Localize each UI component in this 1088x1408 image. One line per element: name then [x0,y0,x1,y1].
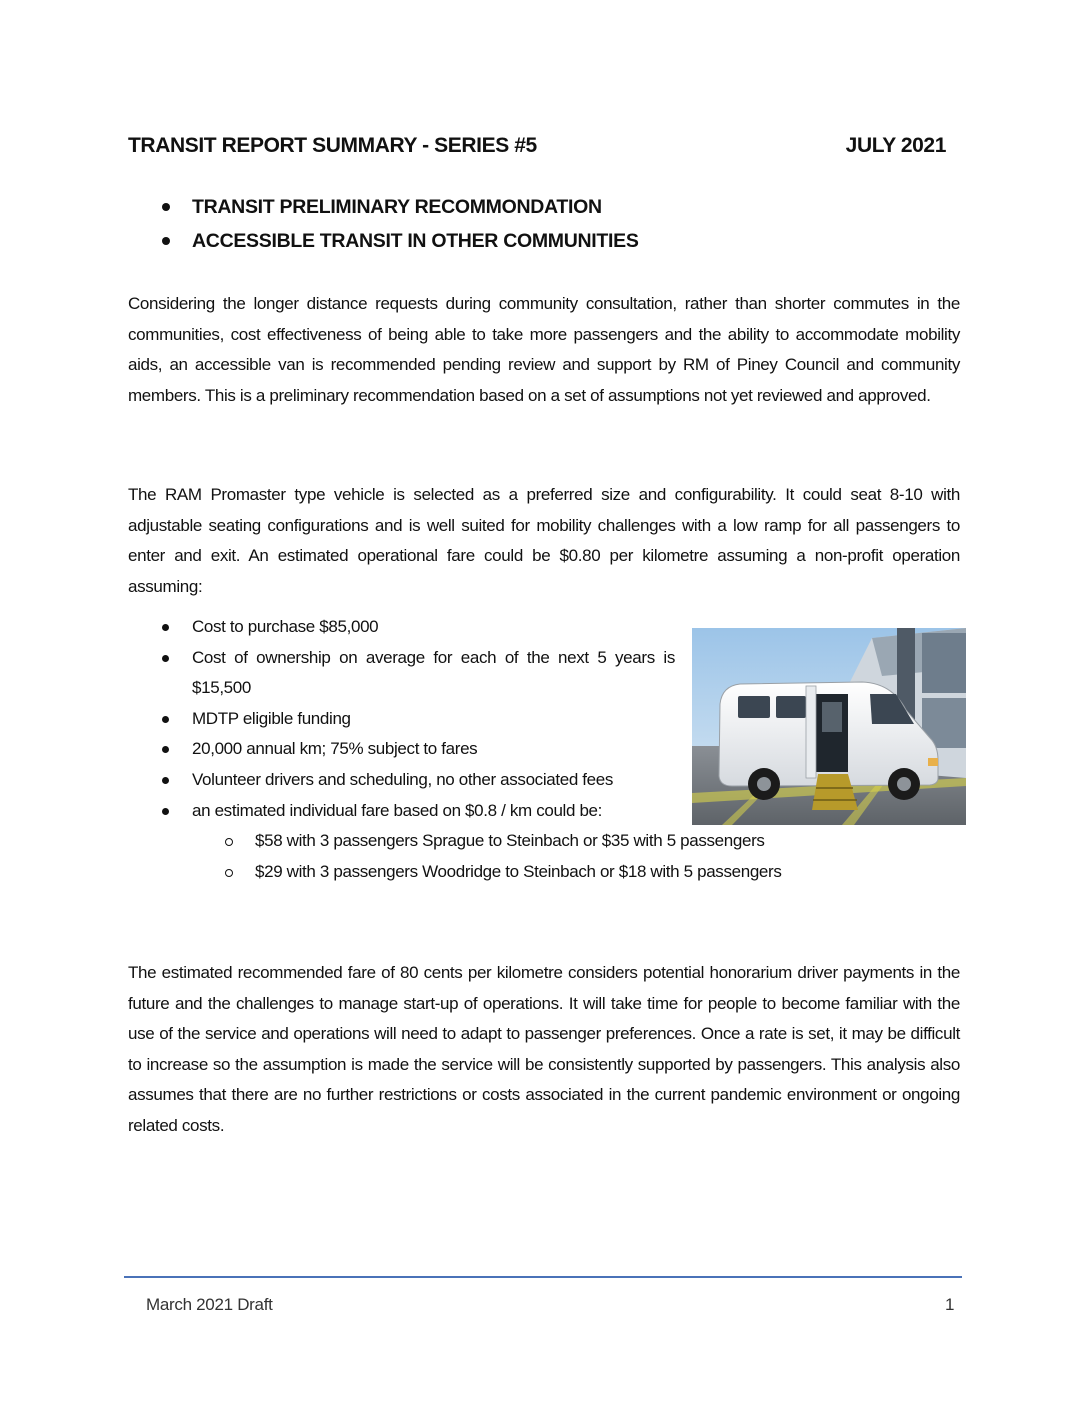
assumption-item: Volunteer drivers and scheduling, no other associated fees [160,765,675,796]
page-number: 1 [945,1295,955,1314]
assumption-item: Cost of ownership on average for each of the next 5 years is $15,500 [160,643,675,704]
assumption-item: Cost to purchase $85,000 [160,612,680,643]
assumption-item: MDTP eligible funding [160,704,680,735]
vehicle-paragraph: The RAM Promaster type vehicle is selected as a preferred size and configurability. It could seat 8-10 with adjustable seating configurations and is well suited for mobility challenges with a low ramp for all passengers to enter and exit. An estimated operational fare could be $0.80 per kilometre assuming a non-profit operation assuming: [128,485,960,596]
report-date: JULY 2021 [845,134,946,157]
accessible-van-photo [692,628,966,825]
topic-list [160,190,639,258]
closing-paragraph: The estimated recommended fare of 80 cents per kilometre considers potential honorarium driver payments in the future and the challenges to manage start-up of operations. It will take time for people to become familiar with the use of the service and operations will need to adapt to passenger preferences. Once a rate is set, it may be difficult to increase so the assumption is made the service will be consistently supported by passengers. This analysis also assumes that there are no further restrictions or costs associated in the current pandemic environment or ongoing related costs. [128,963,960,1135]
assumptions-list [160,612,782,887]
intro-paragraph: Considering the longer distance requests during community consultation, rather than shorter commutes in the communities, cost effectiveness of being able to take more passengers and the ability to accommodate mobility aids, an accessible van is recommended pending review and support by RM of Piney Council and community members. This is a preliminary recommendation based on a set of assumptions not yet reviewed and approved. [128,294,960,405]
fare-example-item: $29 with 3 passengers Woodridge to Steinbach or $18 with 5 passengers [192,857,892,888]
fare-example-item: $58 with 3 passengers Sprague to Steinbach or $35 with 5 passengers [192,826,892,857]
report-title: TRANSIT REPORT SUMMARY - SERIES #5 [128,134,537,157]
topic-item: ACCESSIBLE TRANSIT IN OTHER COMMUNITIES [160,224,639,258]
topic-item: TRANSIT PRELIMINARY RECOMMONDATION [160,190,639,224]
title-row [128,128,946,164]
footer-draft-label: March 2021 Draft [146,1295,273,1314]
assumption-item: 20,000 annual km; 75% subject to fares [160,734,680,765]
footer-rule [124,1276,962,1278]
fare-examples-list [192,826,892,887]
assumption-fare-label: an estimated individual fare based on $0.8 / km could be: [192,800,603,820]
